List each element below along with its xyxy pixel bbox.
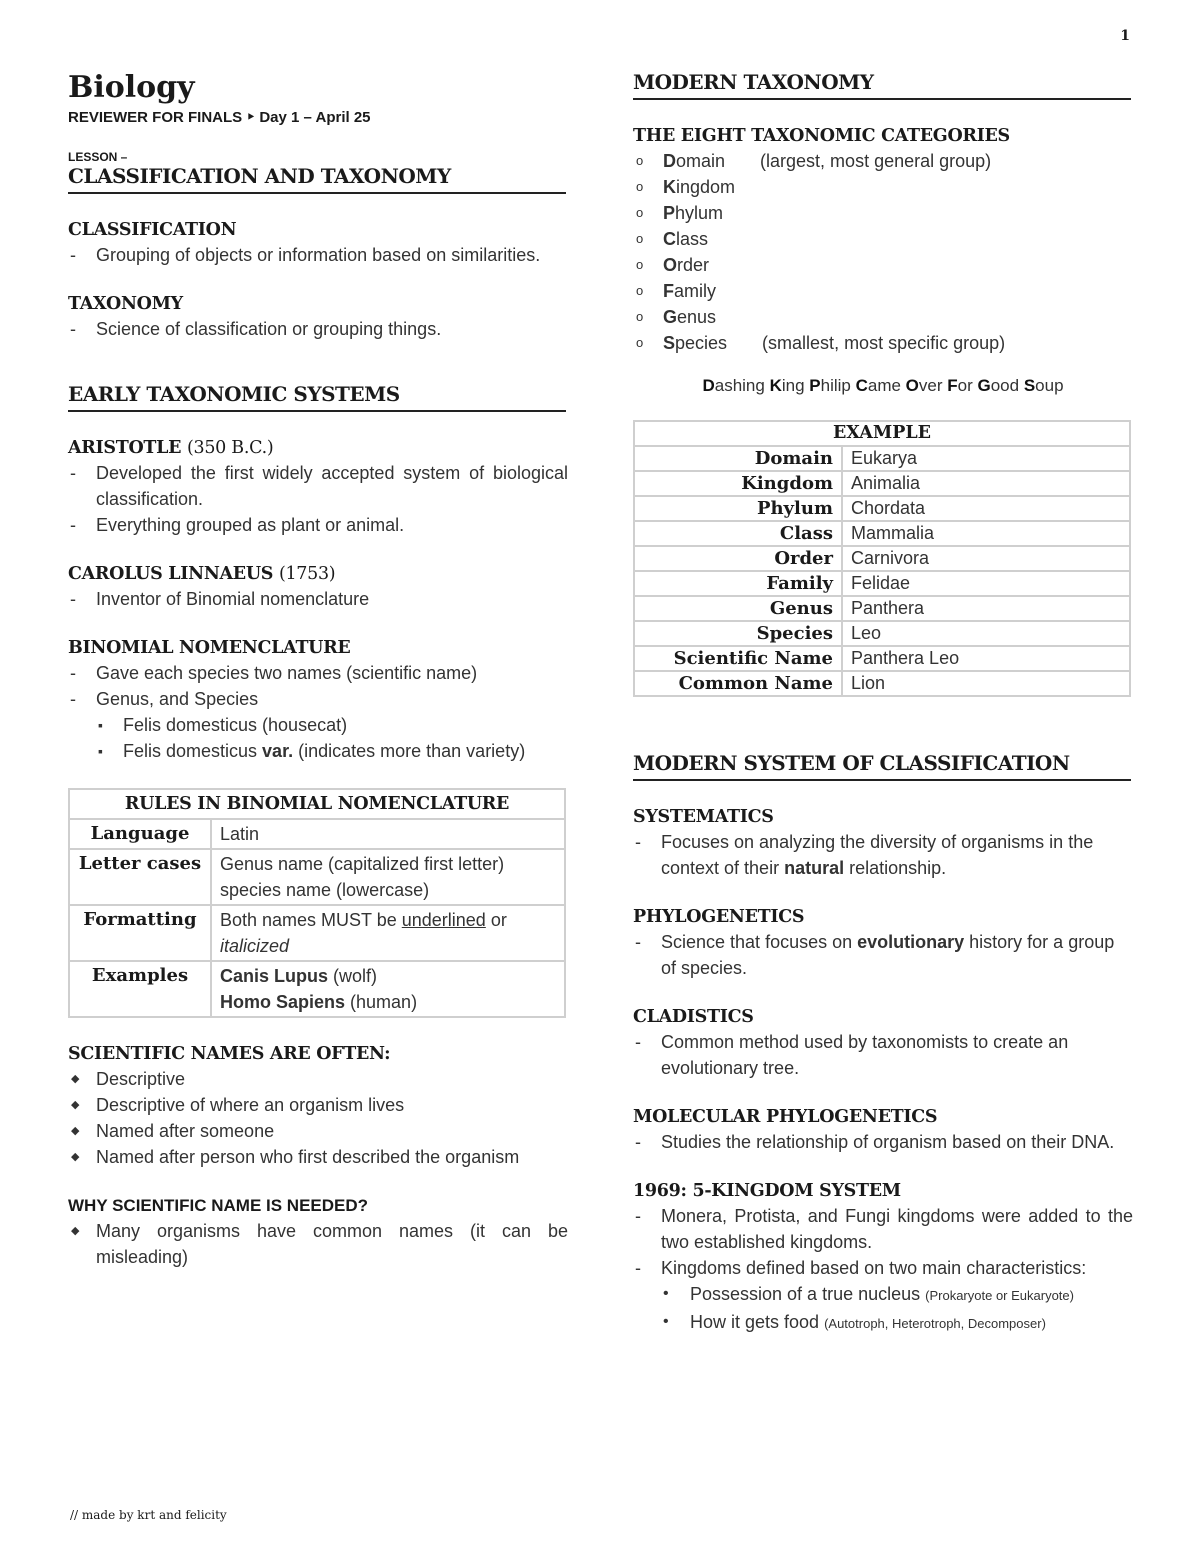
right-column [633, 70, 1133, 1337]
table-row: Class Mammalia [634, 521, 1130, 546]
why-item: ◆ Many organisms have common names (it can be misleading) [68, 1218, 568, 1270]
table-row: Species Leo [634, 621, 1130, 646]
binomial-heading: BINOMIAL NOMENCLATURE [68, 638, 351, 658]
table-row: Phylum Chordata [634, 496, 1130, 521]
category-class: o Class [633, 226, 1133, 252]
phylogenetics-def: - Science that focuses on evolutionary history for a group of species. [633, 929, 1133, 981]
systematics-def: - Focuses on analyzing the diversity of organisms in the context of their natural relationship. [633, 829, 1133, 881]
scientific-item-4: ◆ Named after person who first described the organism [68, 1144, 568, 1170]
category-phylum: o Phylum [633, 200, 1133, 226]
molecular-heading: MOLECULAR PHYLOGENETICS [633, 1107, 938, 1127]
lesson-label: LESSON – [68, 150, 128, 164]
classification-def: - Grouping of objects or information based on similarities. [68, 242, 568, 268]
rules-val-language: Latin [211, 819, 565, 849]
eight-categories-heading: THE EIGHT TAXONOMIC CATEGORIES [633, 126, 1010, 146]
taxonomy-def: - Science of classification or grouping things. [68, 316, 568, 342]
early-systems-heading: EARLY TAXONOMIC SYSTEMS [68, 382, 566, 412]
aristotle-year: (350 B.C.) [186, 438, 274, 458]
linnaeus-name: CAROLUS LINNAEUS [68, 564, 274, 584]
rules-key-format: Formatting [69, 905, 211, 961]
footer-credit: // made by krt and felicity [70, 1508, 227, 1522]
example-table [633, 420, 1131, 697]
five-kingdom-item-1: - Monera, Protista, and Fungi kingdoms were added to the two established kingdoms. [633, 1203, 1133, 1255]
category-kingdom: o Kingdom [633, 174, 1133, 200]
scientific-heading: SCIENTIFIC NAMES ARE OFTEN: [68, 1044, 391, 1064]
example-table-title: EXAMPLE [634, 421, 1130, 446]
scientific-item-3: ◆ Named after someone [68, 1118, 568, 1144]
table-row: Domain Eukarya [634, 446, 1130, 471]
classification-heading: CLASSIFICATION [68, 220, 237, 240]
linnaeus-heading [68, 562, 568, 586]
aristotle-name: ARISTOTLE [68, 438, 182, 458]
taxonomy-heading: TAXONOMY [68, 294, 183, 314]
category-genus: o Genus [633, 304, 1133, 330]
page-number: 1 [1120, 28, 1130, 44]
rules-val-letter: Genus name (capitalized first letter) species name (lowercase) [211, 849, 565, 905]
binomial-sub-2: ▪ Felis domesticus var. (indicates more than variety) [68, 738, 568, 764]
molecular-def: - Studies the relationship of organism based on their DNA. [633, 1129, 1133, 1155]
five-kingdom-sub-1: • Possession of a true nucleus (Prokaryote or Eukaryote) [633, 1281, 1133, 1309]
mnemonic: Dashing King Philip Came Over For Good Soup [702, 376, 1064, 395]
category-order: o Order [633, 252, 1133, 278]
rules-val-format: Both names MUST be underlined or italicized [211, 905, 565, 961]
scientific-item-2: ◆ Descriptive of where an organism lives [68, 1092, 568, 1118]
table-row: Order Carnivora [634, 546, 1130, 571]
rules-key-letter: Letter cases [69, 849, 211, 905]
five-kingdom-item-2: - Kingdoms defined based on two main characteristics: [633, 1255, 1133, 1281]
modern-system-heading: MODERN SYSTEM OF CLASSIFICATION [633, 751, 1131, 781]
rules-key-examples: Examples [69, 961, 211, 1017]
binomial-item-2: - Genus, and Species [68, 686, 568, 712]
modern-taxonomy-heading: MODERN TAXONOMY [633, 70, 1131, 100]
cladistics-def: - Common method used by taxonomists to create an evolutionary tree. [633, 1029, 1133, 1081]
aristotle-heading [68, 436, 568, 460]
category-species: o Species (smallest, most specific group) [633, 330, 1133, 356]
cladistics-heading: CLADISTICS [633, 1007, 754, 1027]
systematics-heading: SYSTEMATICS [633, 807, 774, 827]
table-row: Scientific Name Panthera Leo [634, 646, 1130, 671]
left-column [68, 70, 568, 1270]
rules-table-title: RULES IN BINOMIAL NOMENCLATURE [69, 789, 565, 819]
lesson-title: CLASSIFICATION AND TAXONOMY [68, 164, 566, 194]
scientific-item-1: ◆ Descriptive [68, 1066, 568, 1092]
rules-table [68, 788, 566, 1018]
why-heading: WHY SCIENTIFIC NAME IS NEEDED? [68, 1196, 369, 1215]
aristotle-item-2: - Everything grouped as plant or animal. [68, 512, 568, 538]
table-row: Kingdom Animalia [634, 471, 1130, 496]
categories-list [633, 148, 1133, 356]
rules-val-examples: Canis Lupus (wolf) Homo Sapiens (human) [211, 961, 565, 1017]
table-row: Family Felidae [634, 571, 1130, 596]
aristotle-item-1: - Developed the first widely accepted system of biological classification. [68, 460, 568, 512]
category-family: o Family [633, 278, 1133, 304]
binomial-item-1: - Gave each species two names (scientific name) [68, 660, 568, 686]
linnaeus-item: - Inventor of Binomial nomenclature [68, 586, 568, 612]
table-row: Genus Panthera [634, 596, 1130, 621]
rules-key-language: Language [69, 819, 211, 849]
category-domain: o Domain (largest, most general group) [633, 148, 1133, 174]
document-title: Biology [68, 70, 195, 105]
phylogenetics-heading: PHYLOGENETICS [633, 907, 805, 927]
document-subtitle: REVIEWER FOR FINALS ‣ Day 1 – April 25 [68, 109, 371, 126]
binomial-sub-1: ▪ Felis domesticus (housecat) [68, 712, 568, 738]
five-kingdom-heading: 1969: 5-KINGDOM SYSTEM [633, 1181, 901, 1201]
linnaeus-year: (1753) [278, 564, 336, 584]
five-kingdom-sub-2: • How it gets food (Autotroph, Heterotroph, Decomposer) [633, 1309, 1133, 1337]
table-row: Common Name Lion [634, 671, 1130, 696]
